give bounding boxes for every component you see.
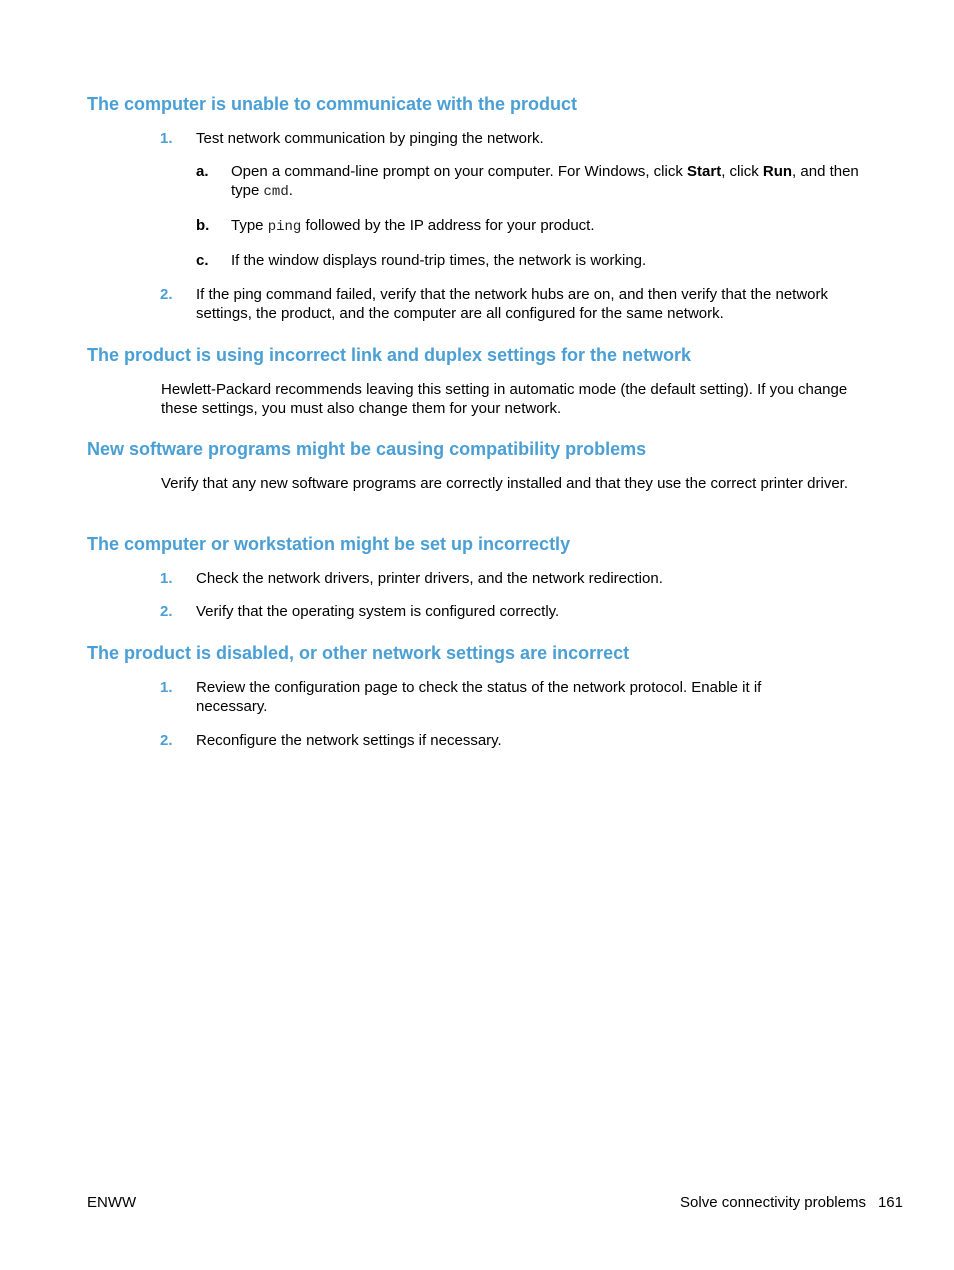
run-label: Run (762, 163, 793, 180)
page-number: 161 (877, 1194, 903, 1211)
step-number: 1. (160, 679, 173, 696)
step-number: 1. (160, 130, 173, 147)
footer-right (680, 1193, 903, 1212)
step-text: Verify that the operating system is configured correctly. (196, 603, 560, 620)
step-text: If the ping command failed, verify that the network hubs are on, and then verify that the network settings, the product, and the computer are all configured for the same network. (196, 286, 829, 322)
substep-letter: a. (196, 163, 209, 180)
section-paragraph: Verify that any new software programs are correctly installed and that they use the correct printer driver. (161, 475, 848, 492)
footer-section-title: Solve connectivity problems (680, 1194, 866, 1211)
step-text: Check the network drivers, printer drivers, and the network redirection. (196, 570, 663, 587)
substep-letter: c. (196, 252, 209, 269)
step-number: 2. (160, 732, 173, 749)
step-number: 2. (160, 603, 173, 620)
substep-text: If the window displays round-trip times, the network is working. (231, 252, 647, 269)
section-heading: New software programs might be causing compatibility problems (87, 439, 647, 459)
substep-letter: b. (196, 217, 210, 234)
start-label: Start (687, 163, 722, 180)
substep-text: Type ping followed by the IP address for your product. (231, 217, 595, 235)
step-text: Reconfigure the network settings if necessary. (196, 732, 502, 749)
code-ping: ping (267, 219, 302, 235)
step-number: 2. (160, 286, 173, 303)
step-text: Test network communication by pinging the network. (196, 130, 544, 147)
code-cmd: cmd (263, 184, 289, 200)
section-heading: The computer or workstation might be set up incorrectly (87, 534, 571, 554)
section-heading: The product is disabled, or other network settings are incorrect (87, 643, 630, 663)
step-number: 1. (160, 570, 173, 587)
section-heading: The computer is unable to communicate with the product (87, 94, 578, 114)
step-text: Review the configuration page to check the status of the network protocol. Enable it if necessary. (196, 679, 762, 715)
footer-left: ENWW (87, 1194, 137, 1211)
section-paragraph: Hewlett-Packard recommends leaving this setting in automatic mode (the default setting). If you change these settings, you must also change them for your network. (161, 381, 848, 417)
substep-text: Open a command-line prompt on your computer. For Windows, click Start, click Run, and then type cmd. (231, 163, 859, 200)
section-heading: The product is using incorrect link and duplex settings for the network (87, 345, 692, 365)
